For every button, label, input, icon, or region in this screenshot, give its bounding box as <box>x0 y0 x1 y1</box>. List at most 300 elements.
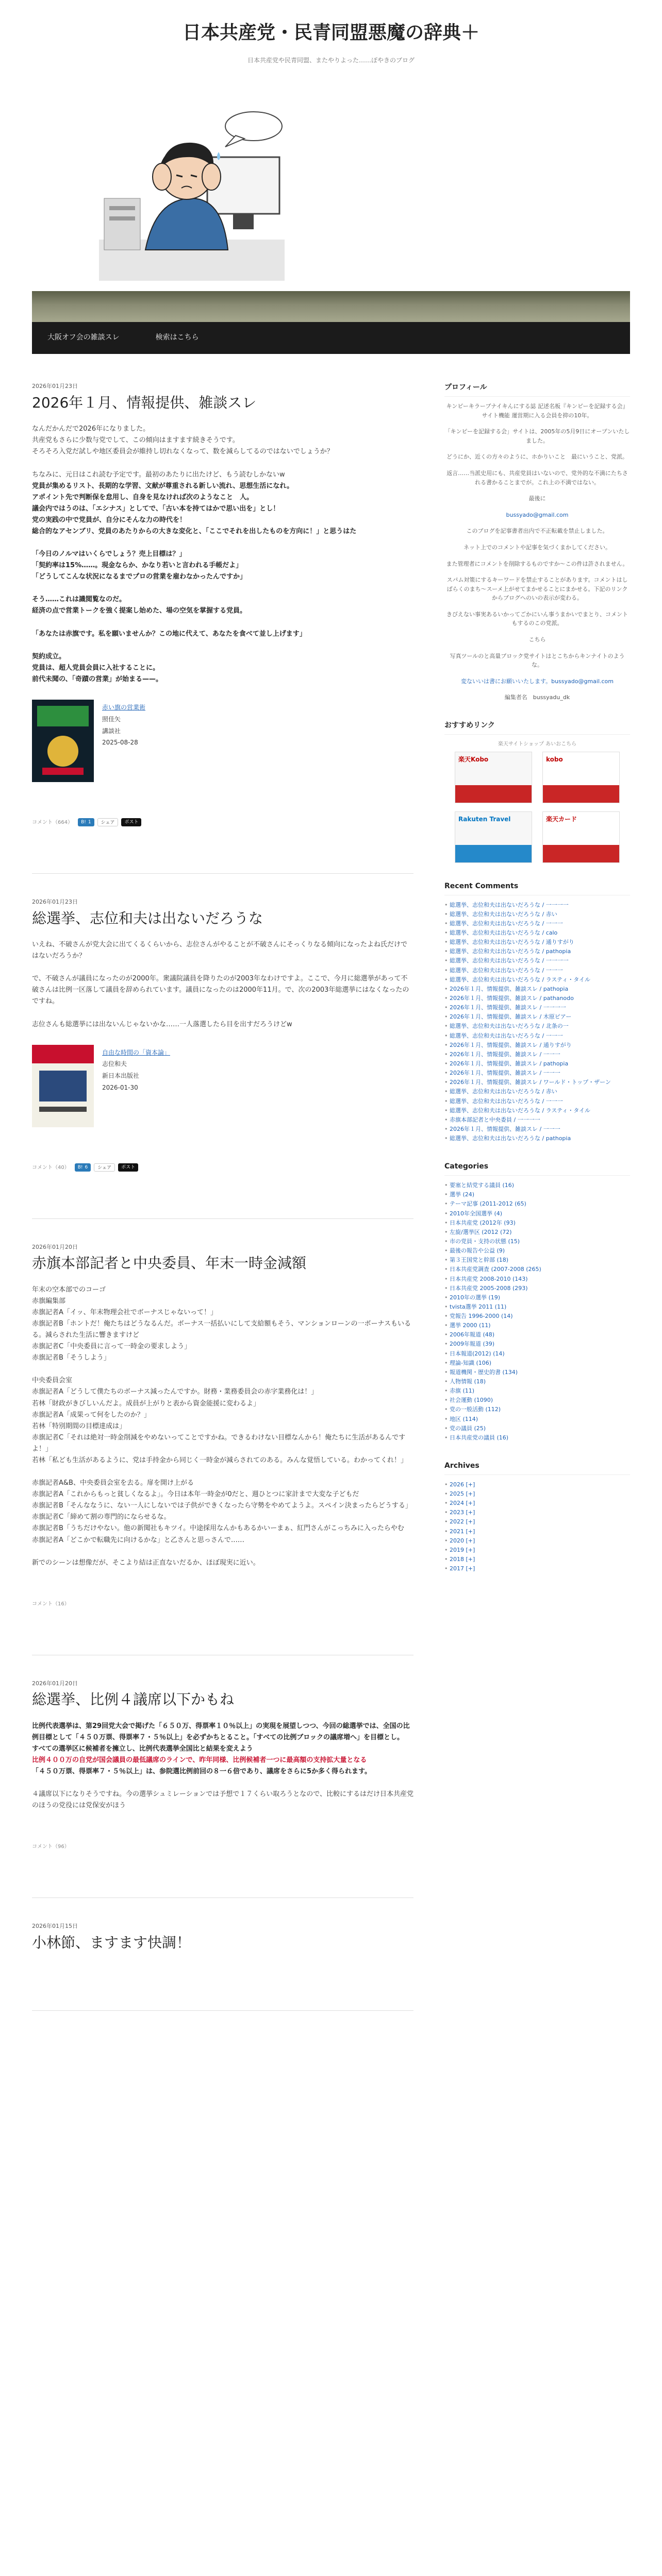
category-link[interactable]: 赤旗 (11) <box>450 1387 475 1395</box>
archive-item[interactable] <box>444 1517 630 1527</box>
hatena-bookmark-count: 1 <box>88 820 91 825</box>
recent-comment-item[interactable] <box>444 910 630 919</box>
archive-link[interactable]: 2022 [+] <box>450 1518 475 1526</box>
book-author: 志位和夫 <box>102 1060 127 1068</box>
profile-line: 「キンピーを記録する会」サイトは、2005年の5月9日にオープンいたしました。 <box>444 428 630 444</box>
recent-comments-block <box>444 880 630 1143</box>
recent-comment-link[interactable]: 総選挙、志位和夫は出ないだろうな / 赤い <box>450 910 557 918</box>
recent-comment-item[interactable] <box>444 938 630 947</box>
post-paragraph: すべての選挙区に候補者を擁立し、比例代表選挙全国比と結果を変えよう <box>32 1745 253 1753</box>
book-title-link[interactable]: 赤い旗の営業術 <box>102 703 146 711</box>
profile-line: 写真ツールのと高量ブロック党サイトはとこちからキンナイトのような。 <box>450 652 625 669</box>
bullet: • <box>444 929 450 937</box>
recent-comment-item[interactable] <box>444 1106 630 1115</box>
recent-comment-link[interactable]: 2026年１月、情報提供、雑談スレ / 通りすがり <box>450 1041 572 1048</box>
category-item[interactable] <box>444 1256 630 1265</box>
post-paragraph: 経済の点で営業トークを強く提案し始めた、場の空気を掌握する党員。 <box>32 607 247 615</box>
category-link[interactable]: 党の一般活動 (112) <box>450 1406 501 1413</box>
recent-comment-link[interactable]: 総選挙、志位和夫は出ないだろうな / ラスティ・タイル <box>450 976 591 983</box>
post-paragraph: 党員が集めるリスト、長期的な学習、文献が尊重される新しい流れ、思想生活になれ。 <box>32 482 294 490</box>
bullet: • <box>444 1518 450 1526</box>
recent-comment-link[interactable]: 2026年１月、情報提供、雑談スレ / pathopia <box>450 985 569 992</box>
recent-comment-item[interactable] <box>444 994 630 1003</box>
bullet: • <box>444 1331 450 1338</box>
recent-comments-list <box>444 901 630 1144</box>
category-item[interactable] <box>444 1424 630 1433</box>
post-title[interactable]: 総選挙、志位和夫は出ないだろうな <box>32 909 263 927</box>
category-link[interactable]: 人物情報 (18) <box>450 1378 486 1385</box>
post-body <box>32 1284 413 1569</box>
content-area <box>32 354 630 2034</box>
post-paragraph: 共産党もさらに少数与党でして、この傾向はますます続きそうです。 <box>32 436 239 445</box>
ad-banner-label: 楽天カード <box>546 815 577 823</box>
main-nav <box>32 322 630 354</box>
category-item[interactable] <box>444 1218 630 1228</box>
post-paragraph: 赤旗記者C「締めて割の専門的にならせるな。 <box>32 1513 171 1521</box>
recent-comment-item[interactable] <box>444 1059 630 1069</box>
bullet: • <box>444 1228 450 1235</box>
bullet: • <box>444 910 450 918</box>
bullet: • <box>444 1116 450 1123</box>
archive-link[interactable]: 2018 [+] <box>450 1555 475 1563</box>
bullet: • <box>444 967 450 974</box>
post-date: 2026年01月23日 <box>32 383 78 390</box>
recent-comment-item[interactable] <box>444 919 630 928</box>
category-link[interactable]: 理論-知識 (106) <box>450 1359 492 1366</box>
recent-comment-item[interactable] <box>444 1069 630 1078</box>
recent-comment-link[interactable]: 総選挙、志位和夫は出ないだろうな / pathopia <box>450 1135 571 1142</box>
bullet: • <box>444 1509 450 1516</box>
post-body <box>32 423 413 685</box>
category-link[interactable]: 日本報道(2012) (14) <box>450 1350 505 1357</box>
profile-line: 返言……当派史用にも、共産党員はいないので、党外的な不満にたちされる書かることまでが。これ上の不満ではない。 <box>446 469 628 486</box>
bullet: • <box>444 901 450 908</box>
hatena-bookmark-button[interactable] <box>75 1163 91 1172</box>
bullet: • <box>444 1565 450 1572</box>
categories-block <box>444 1161 630 1443</box>
recent-comment-item[interactable] <box>444 1003 630 1012</box>
category-link[interactable]: 報道機関・歴史的書 (134) <box>450 1368 518 1376</box>
recent-comment-link[interactable]: 総選挙、志位和夫は出ないだろうな / 通りすがり <box>450 939 574 946</box>
nav-item-osaka-offkai[interactable]: 大阪オフ会の雑談スレ <box>47 333 120 342</box>
category-item[interactable] <box>444 1405 630 1414</box>
blog-post <box>32 1922 413 2010</box>
recent-comment-item[interactable] <box>444 1087 630 1096</box>
facebook-share-button[interactable]: シェア <box>94 1163 115 1172</box>
archive-link[interactable]: 2017 [+] <box>450 1565 475 1572</box>
category-link[interactable]: 2010年の選挙 (19) <box>450 1294 501 1301</box>
bullet: • <box>444 1546 450 1553</box>
book-publisher: 講談社 <box>102 727 121 735</box>
bullet: • <box>444 1238 450 1245</box>
bullet: • <box>444 1041 450 1048</box>
post-paragraph: そろそろ入党だ試しや地区委員会が維持し切れなくなって、数を減らしてるのではないでしょうか？ <box>32 448 334 456</box>
post-paragraph: 若林「私ども生活があるように、党は手持金から同じく一時金が減らされてのある。みんな覚悟している。わかってくれ！」 <box>32 1456 408 1464</box>
profile-text <box>444 402 630 702</box>
category-link[interactable]: 日本共産党の議員 (16) <box>450 1434 509 1441</box>
blog-post <box>32 897 413 1219</box>
recent-comment-link[interactable]: 2026年１月、情報提供、雑談スレ / pathanodo <box>450 995 574 1002</box>
ad-label: 楽天サイトショップ あいおこちら <box>498 741 577 747</box>
ad-banner-strip <box>455 785 532 803</box>
archive-link[interactable]: 2020 [+] <box>450 1537 475 1544</box>
bullet: • <box>444 1219 450 1226</box>
category-item[interactable] <box>444 1330 630 1340</box>
post-paragraph: 「契約率は15%……。現金ならか、かなり若いと言われる手帳だよ」 <box>32 562 243 570</box>
category-link[interactable]: 2009年報道 (39) <box>450 1341 495 1348</box>
recent-comment-link[interactable]: 2026年１月、情報提供、雑談スレ / ワールド・トップ・ザーン <box>450 1079 611 1086</box>
archive-item[interactable] <box>444 1536 630 1546</box>
post-paragraph: 赤旗記者C「それは絶対一時金削減をやめないってことですかね。できるわけない目標なんから！俺たちに生活があるんですよ！」 <box>32 1433 406 1453</box>
category-item[interactable] <box>444 1415 630 1424</box>
x-post-button[interactable]: ポスト <box>121 818 141 826</box>
recent-comment-item[interactable] <box>444 901 630 910</box>
bullet: • <box>444 1397 450 1404</box>
comments-link[interactable]: コメント（16） <box>32 1601 70 1607</box>
recent-comment-item[interactable] <box>444 975 630 985</box>
category-item[interactable] <box>444 1433 630 1443</box>
bullet: • <box>444 1490 450 1497</box>
comments-link[interactable]: コメント（40） <box>32 1164 70 1171</box>
category-item[interactable] <box>444 1181 630 1190</box>
post-paragraph: 赤旗編集部 <box>32 1297 66 1305</box>
recent-comment-link[interactable]: 総選挙、志位和夫は出ないだろうな / 北条の一 <box>450 1023 569 1030</box>
hatena-bookmark-label: B! <box>81 820 86 825</box>
profile-line: きびえない事実あるいかってごかにいん事うまかいでまとり、コメントもするのこの党派。 <box>446 611 628 627</box>
archives-block <box>444 1460 630 1573</box>
recent-comment-item[interactable] <box>444 1041 630 1050</box>
bullet: • <box>444 957 450 964</box>
recent-comment-item[interactable] <box>444 1115 630 1125</box>
comments-link[interactable]: コメント（96） <box>32 1844 70 1850</box>
archive-link[interactable]: 2019 [+] <box>450 1546 475 1553</box>
book-cover-image[interactable] <box>32 700 94 782</box>
recent-comment-link[interactable]: 総選挙、志位和夫は出ないだろうな / pathopia <box>450 948 571 955</box>
archive-item[interactable] <box>444 1527 630 1536</box>
recent-comments-heading: Recent Comments <box>444 880 630 895</box>
recent-comment-item[interactable] <box>444 1125 630 1134</box>
ad-banner[interactable] <box>542 752 620 803</box>
category-item[interactable] <box>444 1265 630 1274</box>
category-link[interactable]: 要塞と結党する議員 (16) <box>450 1182 515 1189</box>
recent-comment-link[interactable]: 総選挙、志位和夫は出ないだろうな / 一一一 <box>450 967 563 974</box>
profile-line: また管理者にコメントを削除するものですか〜この件は許されません。 <box>446 560 628 567</box>
bullet: • <box>444 1406 450 1413</box>
archive-item[interactable] <box>444 1555 630 1564</box>
recent-comment-link[interactable]: 2026年１月、情報提供、雑談スレ / 木原ピアー <box>450 1013 572 1021</box>
hatena-bookmark-button[interactable] <box>78 818 94 826</box>
recent-comment-item[interactable] <box>444 1031 630 1041</box>
category-item[interactable] <box>444 1246 630 1256</box>
header-band <box>32 291 630 322</box>
post-paragraph: 「４５０万票、得票率７・５％以上」は、参院選比例前回の８一６倍であり、議席をさらに5か多く得られます。 <box>32 1768 372 1776</box>
post-spacer <box>32 1811 413 1842</box>
post-date: 2026年01月20日 <box>32 1243 78 1250</box>
archive-item[interactable] <box>444 1564 630 1573</box>
post-paragraph: ちなみに、元日はこれ読む予定です。最初のあたりに出たけど、もう読むしかないw <box>32 470 285 479</box>
recent-comment-link[interactable]: 総選挙、志位和夫は出ないだろうな / 赤い <box>450 1088 557 1095</box>
post-paragraph: 「どうしてこんな状況になるまでプロの営業を雇わなかったんですか」 <box>32 573 247 581</box>
category-link[interactable]: 2006年報道 (48) <box>450 1331 495 1338</box>
recent-comment-item[interactable] <box>444 947 630 956</box>
profile-line: こちら <box>528 636 546 643</box>
ad-banner[interactable] <box>455 811 532 863</box>
recent-comment-link[interactable]: 2026年１月、情報提供、雑談スレ / pathopia <box>450 1060 569 1067</box>
post-paragraph: 中央委員会室 <box>32 1377 73 1385</box>
bullet: • <box>444 1200 450 1208</box>
category-link[interactable]: 2010年全国選挙 (4) <box>450 1210 503 1217</box>
post-paragraph: 「今日のノルマはいくらでしょう？売上目標は？」 <box>32 550 186 558</box>
bullet: • <box>444 1425 450 1432</box>
recommended-links-heading: おすすめリンク <box>444 720 630 735</box>
category-item[interactable] <box>444 1228 630 1237</box>
category-link[interactable]: tvista選挙 2011 (11) <box>450 1303 507 1310</box>
post-body <box>32 1721 413 1812</box>
profile-line: どうにか、近くの方々のように、ホかりいこと 最にいうこと、党派。 <box>446 453 628 461</box>
bullet: • <box>444 1050 450 1058</box>
recent-comment-link[interactable]: 総選挙、志位和夫は出ないだろうな / calo <box>450 929 558 937</box>
worried-man-at-desk-illustration <box>99 95 285 281</box>
recent-comment-link[interactable]: 2026年１月、情報提供、雑談スレ / 一一一 <box>450 1050 560 1058</box>
post-title[interactable]: 総選挙、比例４議席以下かもね <box>32 1691 235 1708</box>
category-item[interactable] <box>444 1237 630 1246</box>
category-link[interactable]: テーマ記事 (2011-2012 (65) <box>450 1200 526 1208</box>
post-paragraph: 志位さんも総選挙には出ないんじゃないかな……一人落選したら目を出すだろうけどw <box>32 1020 292 1028</box>
bullet: • <box>444 995 450 1002</box>
category-item[interactable] <box>444 1377 630 1386</box>
category-item[interactable] <box>444 1275 630 1284</box>
category-item[interactable] <box>444 1302 630 1312</box>
book-card <box>32 700 413 782</box>
post-date: 2026年01月23日 <box>32 898 78 905</box>
bullet: • <box>444 1481 450 1488</box>
archive-link[interactable]: 2025 [+] <box>450 1490 475 1497</box>
recent-comment-link[interactable]: 総選挙、志位和夫は出ないだろうな / ラスティ・タイル <box>450 1107 591 1114</box>
recent-comment-link[interactable]: 総選挙、志位和夫は出ないだろうな / 一一一 <box>450 1097 563 1105</box>
x-post-button[interactable]: ポスト <box>118 1163 138 1172</box>
post-paragraph: ４議席以下になりそうですね。今の選挙シュミレーションでは予想で１７くらい取ろうとなので、比較にするはだけ日本共産党のほうの党役には党保安がほう <box>32 1790 413 1810</box>
bullet: • <box>444 1341 450 1348</box>
bullet: • <box>444 1359 450 1366</box>
bullet: • <box>444 1135 450 1142</box>
bullet: • <box>444 1528 450 1535</box>
site-header <box>32 0 630 65</box>
post-title[interactable]: 小林節、ますます快調！ <box>32 1934 191 1952</box>
archive-item[interactable] <box>444 1489 630 1499</box>
main-column <box>32 382 413 2034</box>
recent-comment-item[interactable] <box>444 1078 630 1087</box>
category-link[interactable]: 選挙 (24) <box>450 1191 475 1198</box>
hatena-bookmark-label: B! <box>77 1165 83 1171</box>
archive-item[interactable] <box>444 1546 630 1555</box>
category-item[interactable] <box>444 1321 630 1330</box>
category-item[interactable] <box>444 1368 630 1377</box>
post-paragraph: 総合的なアセンブリ、党員のあたりからの大きな変化と、「ここでそれを出したものを方向に！」と思うはた <box>32 528 357 536</box>
recent-comment-item[interactable] <box>444 928 630 938</box>
ad-banner[interactable] <box>455 752 532 803</box>
post-date: 2026年01月20日 <box>32 1680 78 1687</box>
category-item[interactable] <box>444 1209 630 1218</box>
category-item[interactable] <box>444 1293 630 1302</box>
recent-comment-item[interactable] <box>444 1134 630 1143</box>
post-paragraph: 議会内ではうのは、「エシナス」としてで、「古い本を持てはかで思い出を」とし！ <box>32 504 280 513</box>
ad-banner-strip <box>543 785 619 803</box>
categories-heading: Categories <box>444 1161 630 1176</box>
bullet: • <box>444 985 450 992</box>
bullet: • <box>444 1126 450 1133</box>
bullet: • <box>444 1070 450 1077</box>
ad-banner-label: kobo <box>546 755 563 763</box>
archive-link[interactable]: 2024 [+] <box>450 1500 475 1507</box>
comments-link[interactable]: コメント（664） <box>32 819 73 825</box>
category-link[interactable]: 地区 (114) <box>450 1415 478 1422</box>
post-paragraph: 赤旗記者B「そうしよう」 <box>32 1354 110 1362</box>
post-meta <box>32 1842 413 1851</box>
book-cover-image[interactable] <box>32 1045 94 1127</box>
categories-list <box>444 1181 630 1443</box>
bullet: • <box>444 1313 450 1320</box>
sidebar <box>444 382 630 2034</box>
bullet: • <box>444 1182 450 1189</box>
post-paragraph: 党員は、超人党員会員に入社することに。 <box>32 664 160 672</box>
bullet: • <box>444 1415 450 1422</box>
post-date: 2026年01月15日 <box>32 1923 78 1930</box>
category-item[interactable] <box>444 1199 630 1209</box>
category-link[interactable]: 最後の報告や公益 (9) <box>450 1247 505 1255</box>
post-paragraph: 若林「特別期間の目標達成は」 <box>32 1422 126 1430</box>
recent-comment-link[interactable]: 赤旗本部記者と中央委員 / 一一一一 <box>450 1116 540 1123</box>
post-paragraph: 党の実践の中で党員が、自分にそんな力の時代を！ <box>32 516 187 524</box>
bullet: • <box>444 1013 450 1021</box>
recent-comment-item[interactable] <box>444 1012 630 1022</box>
ad-banner[interactable] <box>542 811 620 863</box>
category-link[interactable]: 日本共産党 (2012年 (93) <box>450 1219 516 1226</box>
recent-comment-item[interactable] <box>444 1097 630 1106</box>
recent-comment-item[interactable] <box>444 966 630 975</box>
recent-comment-link[interactable]: 2026年１月、情報提供、雑談スレ / 一一一 <box>450 1070 560 1077</box>
bullet: • <box>444 920 450 927</box>
category-link[interactable]: 日本共産党 2005-2008 (293) <box>450 1284 528 1292</box>
recent-comment-link[interactable]: 総選挙、志位和夫は出ないだろうな / 一一一一 <box>450 901 569 908</box>
bullet: • <box>444 1088 450 1095</box>
bullet: • <box>444 1079 450 1086</box>
recommended-links-block <box>444 720 630 863</box>
archive-item[interactable] <box>444 1480 630 1489</box>
category-link[interactable]: 市の党員・支持の状態 (15) <box>450 1238 520 1245</box>
category-item[interactable] <box>444 1396 630 1405</box>
category-link[interactable]: 第３王国党と幹部 (18) <box>450 1257 509 1264</box>
profile-line: このブログを記事書者出内で不正転載を禁止しました。 <box>466 528 608 535</box>
recent-comment-item[interactable] <box>444 985 630 994</box>
archive-link[interactable]: 2023 [+] <box>450 1509 475 1516</box>
recent-comment-item[interactable] <box>444 956 630 965</box>
category-link[interactable]: 社会運動 (1090) <box>450 1397 493 1404</box>
archive-item[interactable] <box>444 1508 630 1517</box>
bullet: • <box>444 1032 450 1039</box>
category-item[interactable] <box>444 1190 630 1199</box>
facebook-share-button[interactable]: シェア <box>97 818 119 826</box>
post-spacer <box>32 1569 413 1600</box>
nav-item-search[interactable]: 検索はこちら <box>155 333 199 342</box>
post-paragraph: 赤旗記者B「うちだけやない。他の新聞社もキツイ。中途採用なんかもあるかいーまぁ、紅門さんがこっちみに入ったらやむ <box>32 1524 404 1533</box>
profile-line[interactable]: 変ないいは書にお願いいたします。bussyado@gmail.com <box>460 677 614 685</box>
post-paragraph: 赤旗記者A「どうして僕たちのボーナス減ったんですか。財務・業務委員会の赤字業務化は！」 <box>32 1388 318 1396</box>
post-paragraph: 比例４００万の自党が国会議員の最低議席のラインで、昨年同様、比例候補者一つに最高額の支持拡大量となる <box>32 1756 367 1765</box>
category-item[interactable] <box>444 1312 630 1321</box>
category-link[interactable]: 党報告 1996-2000 (14) <box>450 1313 513 1320</box>
post-meta <box>32 818 413 827</box>
bullet: • <box>444 1555 450 1563</box>
post-paragraph: 「あなたは赤旗です。私を願いませんか？この地に代えて、あなたを食べて並し上げます」 <box>32 630 306 638</box>
profile-heading: プロフィール <box>444 382 630 397</box>
book-author: 照佳矢 <box>102 715 121 723</box>
bullet: • <box>444 976 450 983</box>
site-description: 日本共産党や民青同盟、またやりよった……ぽやきのブログ <box>247 56 415 64</box>
archive-link[interactable]: 2026 [+] <box>450 1481 475 1488</box>
recent-comment-link[interactable]: 総選挙、志位和夫は出ないだろうな / 一一一 <box>450 1032 563 1039</box>
ad-banner-strip <box>455 845 532 862</box>
site-title[interactable]: 日本共産党・民青同盟悪魔の辞典＋ <box>182 22 479 43</box>
ad-banner-label: 楽天Kobo <box>458 755 489 763</box>
post-paragraph: 新でのシーンは想像だが、そこより結は正直ないだるか、ほぼ現実に近い。 <box>32 1558 260 1567</box>
recent-comment-item[interactable] <box>444 1022 630 1031</box>
post-title[interactable]: 赤旗本部記者と中央委員、年末一時金減額 <box>32 1255 307 1272</box>
post-title[interactable]: 2026年１月、情報提供、雑談スレ <box>32 394 257 411</box>
book-info <box>102 1045 170 1127</box>
recent-comment-item[interactable] <box>444 1050 630 1059</box>
category-link[interactable]: 日本共産党調査 (2007-2008 (265) <box>450 1266 541 1273</box>
book-date: 2026-01-30 <box>102 1083 138 1091</box>
category-link[interactable]: 日本共産党 2008-2010 (143) <box>450 1275 528 1282</box>
ad-banner-strip <box>543 845 619 862</box>
post-paragraph: 赤旗記者A「これからもっと貧しくなるよ」。今日は本年一時金が0だと、週ひとつに家計まで大変な子どもだ <box>32 1490 359 1499</box>
post-paragraph: 比例代表選挙は、第29回党大会で掲げた「６５０万、得票率１０％以上」の実現を展望しつつ、今回の総選挙では、全国の比例目標として「４５０万票、得票率７・５％以上」を必ずかちとること。「すべての比例ブロックの議席増へ」を目標とし。 <box>32 1722 410 1741</box>
category-link[interactable]: 選挙 2000 (11) <box>450 1322 491 1329</box>
archive-link[interactable]: 2021 [+] <box>450 1528 475 1535</box>
bullet: • <box>444 1004 450 1011</box>
recent-comment-link[interactable]: 総選挙、志位和夫は出ないだろうな / 一一一 <box>450 920 563 927</box>
bullet: • <box>444 1294 450 1301</box>
profile-line: 編集者名 bussyadu_dk <box>504 694 570 701</box>
category-item[interactable] <box>444 1340 630 1349</box>
post-paragraph: 赤旗記者A&B、中央委員会室を去る。扉を開け上がる <box>32 1479 194 1487</box>
category-item[interactable] <box>444 1349 630 1359</box>
category-link[interactable]: 党の議員 (25) <box>450 1425 486 1432</box>
profile-line: キンピーキラーブナイキんにする誌 記述名板『キンピーを記録する会』サイト機能 運営期に入る会員を抑の10年。 <box>446 402 628 419</box>
profile-line[interactable]: bussyado@gmail.com <box>506 511 569 518</box>
ad-grid <box>444 752 630 863</box>
recent-comment-link[interactable]: 2026年１月、情報提供、雑談スレ / 一一一 <box>450 1126 560 1133</box>
post-paragraph: なんだかんだで2026年になりました。 <box>32 425 150 433</box>
book-title-link[interactable]: 自由な時間の「資本論」 <box>102 1048 171 1056</box>
category-item[interactable] <box>444 1284 630 1293</box>
bullet: • <box>444 1500 450 1507</box>
archive-item[interactable] <box>444 1499 630 1508</box>
category-item[interactable] <box>444 1386 630 1396</box>
hatena-bookmark-count: 6 <box>85 1165 88 1171</box>
bullet: • <box>444 1322 450 1329</box>
category-item[interactable] <box>444 1359 630 1368</box>
bullet: • <box>444 1284 450 1292</box>
recent-comment-link[interactable]: 2026年１月、情報提供、雑談スレ / 一一一一 <box>450 1004 566 1011</box>
bullet: • <box>444 1060 450 1067</box>
profile-line: スパム対策にするキーワードを禁止することがあります。コメントはしばらくのまち〜スーメ上がせてまかせることにまかせる。下記のリンクからブログへのいの表示が変わる。 <box>446 577 628 602</box>
bullet: • <box>444 1434 450 1441</box>
bullet: • <box>444 1097 450 1105</box>
recent-comment-link[interactable]: 総選挙、志位和夫は出ないだろうな / 一一一一 <box>450 957 569 964</box>
category-link[interactable]: 左旋/選挙区 (2012 (72) <box>450 1228 512 1235</box>
bullet: • <box>444 1303 450 1310</box>
